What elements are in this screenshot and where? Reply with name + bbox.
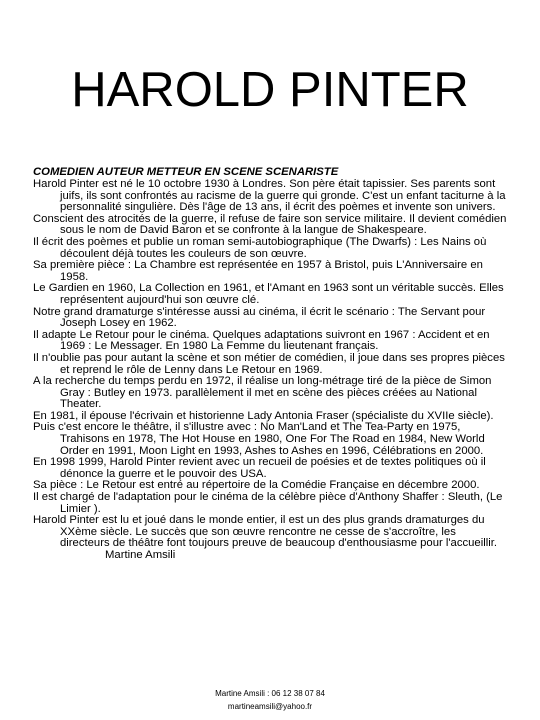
paragraph-actor: Il n'oublie pas pour autant la scène et son métier de comédien, il joue dans ses propres pièces et reprend le rôle de Lenny dans Le Retour en 1969. — [33, 351, 505, 376]
biography-body — [33, 179, 508, 562]
paragraph-film-1972: A la recherche du temps perdu en 1972, il réalise un long-métrage tiré de la pièce de Simon Gray : Butley en 1973. parallèlement il met en scène des pièces créées au National Theater. — [33, 375, 492, 411]
page-title: HAROLD PINTER — [71, 63, 469, 117]
paragraph-cinema: Notre grand dramaturge s'intéresse aussi au cinéma, il écrit le scénario : The Servant pour Joseph Losey en 1962. — [33, 305, 486, 330]
paragraph-successes: Le Gardien en 1960, La Collection en 1961, et l'Amant en 1963 sont un véritable succès. Elles représentent aujourd'hui son œuvre clé. — [33, 282, 504, 306]
footer-email: martineamsili@yahoo.fr — [227, 702, 313, 711]
paragraph-marriage: En 1981, il épouse l'écrivain et historienne Lady Antonia Fraser (spécialiste du XVIIe siècle). — [33, 409, 494, 422]
paragraph-comedie-francaise: Sa pièce : Le Retour est entré au répertoire de la Comédie Française en décembre 2000. — [33, 479, 480, 492]
paragraph-legacy: Harold Pinter est lu et joué dans le monde entier, il est un des plus grands dramaturges du XXème siècle. Le succès que son œuvre rencontre ne cesse de s'accroître, les directeurs de théâtre font toujours preuve de beaucoup d'enthousiasme pour l'accueillir. — [33, 514, 498, 550]
paragraph-poetry: En 1998 1999, Harold Pinter revient avec un recueil de poésies et de textes politiques où il dénonce la guerre et le pouvoir des USA. — [33, 456, 486, 480]
paragraph-first-play: Sa première pièce : La Chambre est représentée en 1957 à Bristol, puis L'Anniversaire en 1958. — [33, 259, 483, 283]
paragraph-war: Conscient des atrocités de la guerre, il refuse de faire son service militaire. Il devient comédien sous le nom de David Baron et se confronte à la langue de Shakespeare. — [33, 212, 507, 237]
subtitle-professions: COMEDIEN AUTEUR METTEUR EN SCENE SCENARISTE — [33, 166, 339, 178]
author-signature: Martine Amsili — [105, 549, 176, 561]
footer-phone-line: Martine Amsili : 06 12 38 07 84 — [215, 689, 325, 698]
paragraph-adaptations: Il adapte Le Retour pour le cinéma. Quelques adaptations suivront en 1967 : Accident et en 1969 : Le Messager. En 1980 La Femme du lieutenant français. — [33, 328, 490, 353]
footer-contact — [0, 687, 540, 713]
paragraph-theatre-works: Puis c'est encore le théâtre, il s'illustre avec : No Man'Land et The Tea-Party en 1975, Trahisons en 1978, The Hot House en 1980, One For The Road en 1984, New World Order en 1991, Moon Light en 1993, Ashes to Ashes en 1996, Célébrations en 2000. — [33, 421, 485, 457]
paragraph-birth: Harold Pinter est né le 10 octobre 1930 à Londres. Son père était tapissier. Ses parents sont juifs, ils sont confrontés au racisme de la guerre qui gronde. C'est un enfant taciturne à la personnalité singulière. Dès l'âge de 13 ans, il écrit des poèmes et invente son univers. — [33, 178, 506, 214]
paragraph-sleuth: Il est chargé de l'adaptation pour le cinéma de la célèbre pièce d'Anthony Shaffer : Sleuth, (Le Limier ). — [33, 491, 503, 515]
paragraph-novel: Il écrit des poèmes et publie un roman semi-autobiographique (The Dwarfs) : Les Nains où découlent déjà toutes les couleurs de son œuvre. — [33, 235, 487, 260]
